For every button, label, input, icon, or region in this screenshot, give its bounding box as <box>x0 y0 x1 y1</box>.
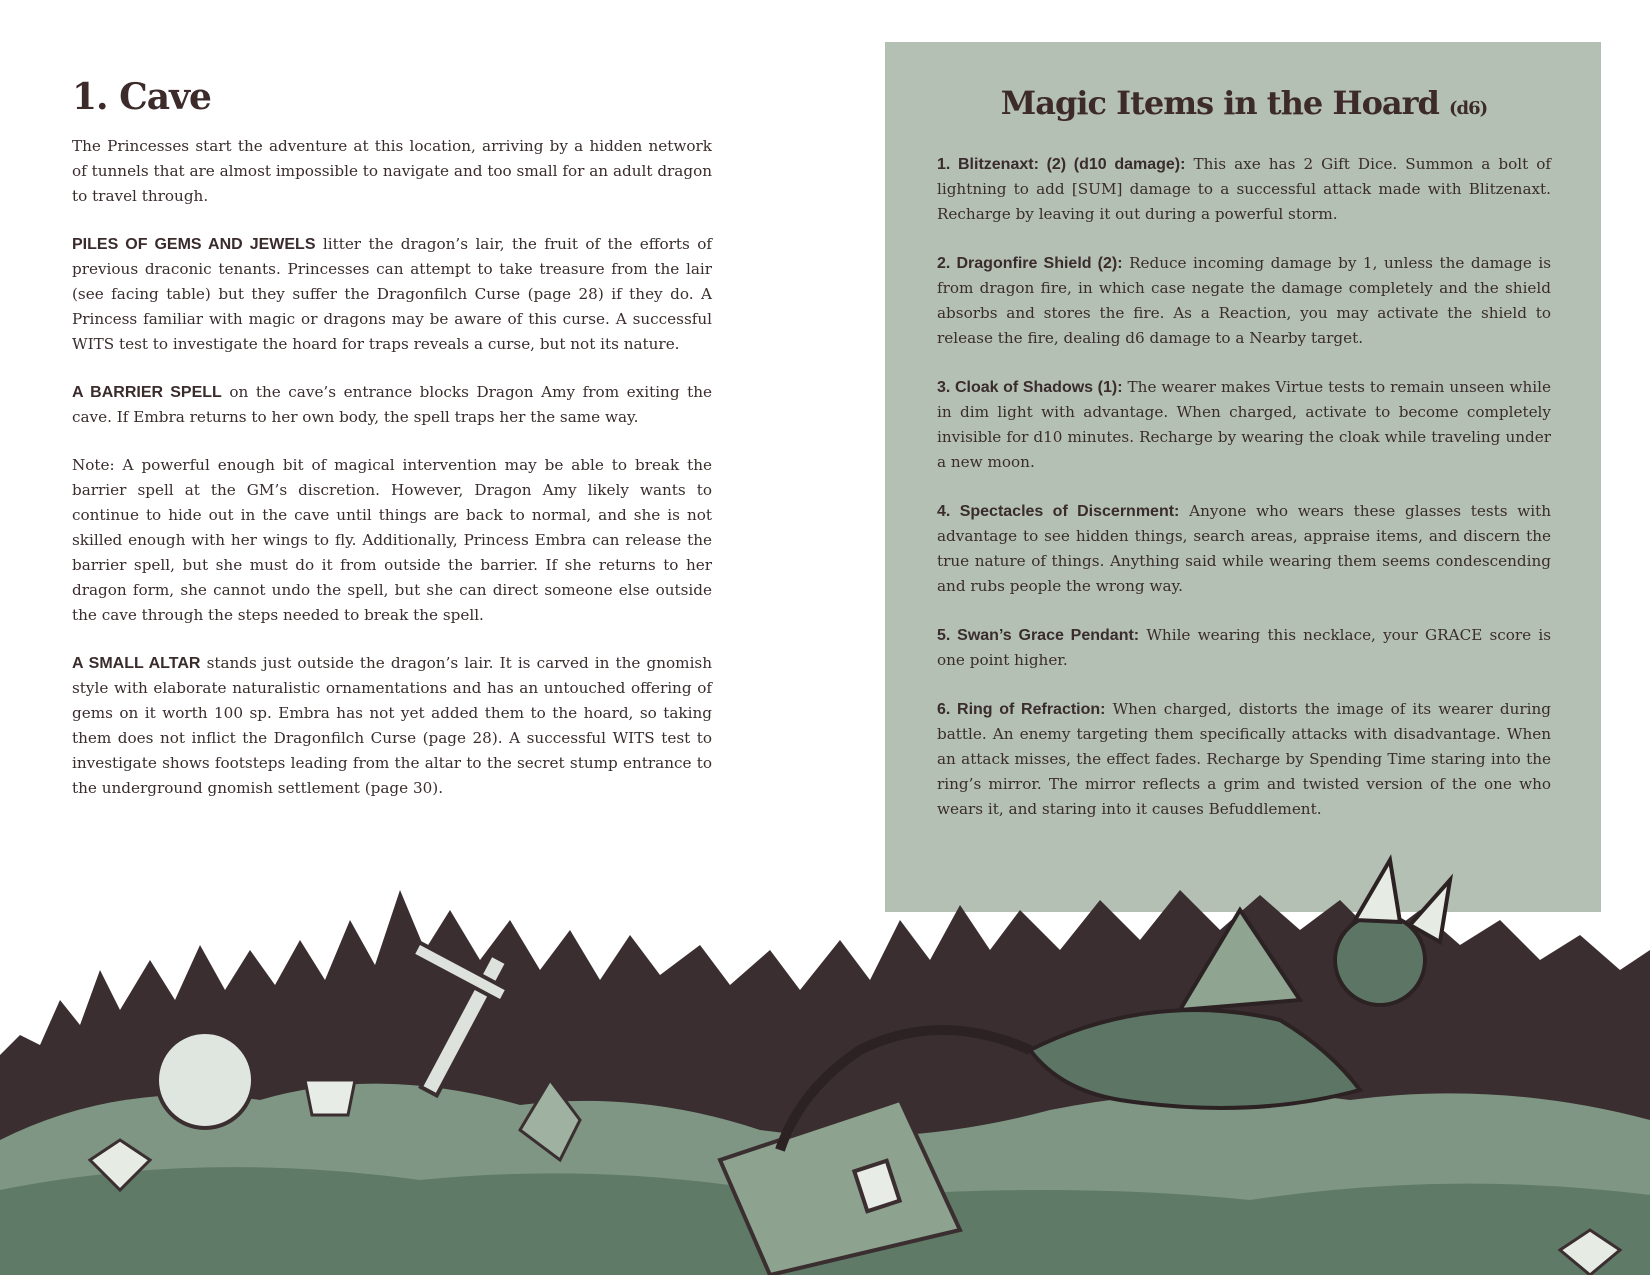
item-1-name: 1. Blitzenaxt: (2) (d10 damage): <box>937 156 1186 173</box>
note-paragraph: Note: A powerful enough bit of magical intervention may be able to break the barrier spell at the GM’s discretion. However, Dragon Amy likely wants to continue to hide out in the cave until things are back to normal, and she is not skilled enough with her wings to fly. Additionally, Princess Embra can release the barrier spell, but she must do it from outside the barrier. If she returns to her dragon form, she cannot undo the spell, but she can direct someone else outside the cave through the steps needed to break the spell. <box>72 455 712 624</box>
barrier-paragraph <box>72 380 712 430</box>
altar-paragraph <box>72 651 712 801</box>
intro-paragraph: The Princesses start the adventure at this location, arriving by a hidden network of tunnels that are almost impossible to navigate and too small for an adult dragon to travel through. <box>72 136 712 205</box>
item-2 <box>937 251 1551 351</box>
left-page <box>72 78 712 824</box>
item-6 <box>937 697 1551 822</box>
gems-paragraph <box>72 232 712 357</box>
item-3-name: 3. Cloak of Shadows (1): <box>937 379 1123 396</box>
section-title: 1. Cave <box>72 76 211 118</box>
item-1-text: This axe has 2 Gift Dice. Summon a bolt of lightning to add [SUM] damage to a successful attack made with Blitzenaxt. Recharge by leaving it out during a powerful storm. <box>937 155 1551 223</box>
item-5 <box>937 623 1551 673</box>
item-3 <box>937 375 1551 475</box>
item-6-name: 6. Ring of Refraction: <box>937 701 1106 718</box>
item-2-name: 2. Dragonfire Shield (2): <box>937 255 1123 272</box>
magic-items-sidebar <box>885 42 1601 912</box>
altar-text: stands just outside the dragon’s lair. It is carved in the gnomish style with elaborate naturalistic ornamentations and has an untouched offering of gems on it worth 100 sp. Embra has not yet added them to the hoard, so taking them does not inflict the Dragonfilch Curse (page 28). A successful WITS test to investigate shows footsteps leading from the altar to the secret stump entrance to the underground gnomish settlement (page 30). <box>72 653 712 797</box>
sidebar-die: (d6) <box>1449 98 1488 119</box>
sidebar-title-text: Magic Items in the Hoard <box>1000 84 1439 122</box>
item-5-text: While wearing this necklace, your GRACE score is one point higher. <box>937 626 1551 669</box>
item-4-name: 4. Spectacles of Discernment: <box>937 503 1180 520</box>
item-4-text: Anyone who wears these glasses tests with advantage to see hidden things, search areas, appraise items, and discern the true nature of things. Anything said while wearing them seems condescending and rubs people the wrong way. <box>937 502 1551 595</box>
dragon-hoard-illustration <box>0 850 1650 1275</box>
barrier-lead: A BARRIER SPELL <box>72 383 222 401</box>
sidebar-title <box>937 84 1551 122</box>
item-4 <box>937 499 1551 599</box>
item-1 <box>937 152 1551 227</box>
altar-lead: A SMALL ALTAR <box>72 654 201 672</box>
item-2-text: Reduce incoming damage by 1, unless the damage is from dragon fire, in which case negate the damage completely and the shield absorbs and stores the fire. As a Reaction, you may activate the shield to release the fire, dealing d6 damage to a Nearby target. <box>937 254 1552 347</box>
item-5-name: 5. Swan’s Grace Pendant: <box>937 627 1140 644</box>
crystal-orb <box>157 1032 253 1128</box>
goblet <box>305 1080 355 1115</box>
item-6-text: When charged, distorts the image of its wearer during battle. An enemy targeting them specifically attacks with disadvantage. When an attack misses, the effect fades. Recharge by Spending Time staring into the ring’s mirror. The mirror reflects a grim and twisted version of the one who wears it, and staring into it causes Befuddlement. <box>937 700 1551 818</box>
gems-lead: PILES OF GEMS AND JEWELS <box>72 235 316 253</box>
gems-text: litter the dragon’s lair, the fruit of the efforts of previous draconic tenants. Princesses can attempt to take treasure from the lair (see facing table) but they suffer the Dragonfilch Curse (page 28) if they do. A Princess familiar with magic or dragons may be aware of this curse. A successful WITS test to investigate the hoard for traps reveals a curse, but not its nature. <box>72 234 712 353</box>
barrier-text: on the cave’s entrance blocks Dragon Amy from exiting the cave. If Embra returns to her own body, the spell traps her the same way. <box>72 382 712 426</box>
item-3-text: The wearer makes Virtue tests to remain unseen while in dim light with advantage. When charged, activate to become completely invisible for d10 minutes. Recharge by wearing the cloak while traveling under a new moon. <box>937 378 1552 471</box>
